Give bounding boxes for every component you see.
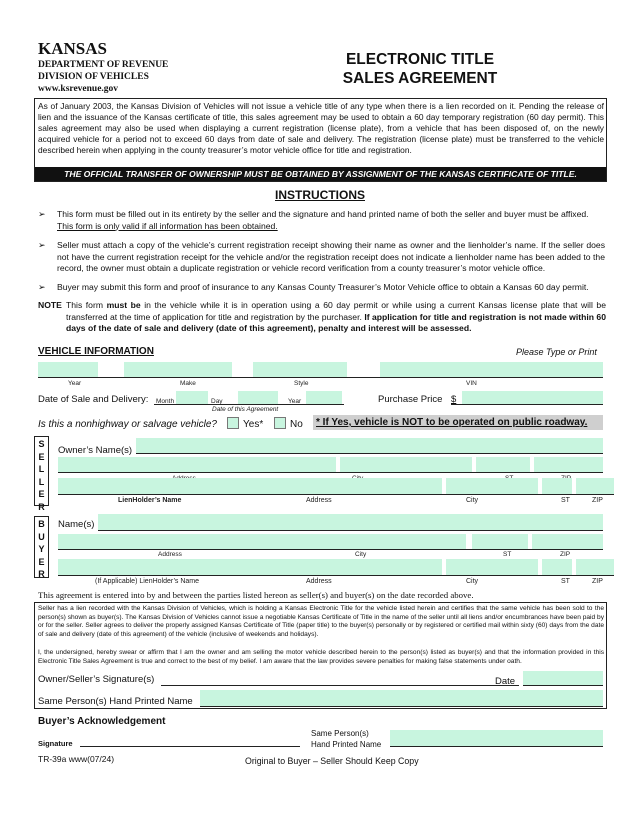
intro-text: As of January 2003, the Kansas Division of Vehicles will not issue a vehicle title of any type when there is a lien recorded on it. Pending the release of lien and the issuance of the Kansas certificate of title, this sales agreement may be used to obtain a 60 day temporary registration (60 day permit). This sales agreement may also be used when displaying a current registration (license plate), from a vehicle that has been disposed of, on the newly acquired vehicle for a period not to exceed 60 days from date of sale and delivery. The registration (license plate) must be transferred to the vehicle described herein when applying in the county treasurer’s motor vehicle office for title and registration.: [38, 101, 604, 155]
salvage-question: Is this a nonhighway or salvage vehicle?: [38, 419, 217, 430]
buyer-address-caption: Address: [158, 551, 182, 558]
buyer-st-caption: ST: [503, 551, 512, 558]
seller-printed-name-label: Same Person(s) Hand Printed Name: [38, 696, 193, 707]
buyer-lien-st-caption: ST: [561, 578, 570, 585]
buyer-lienholder-field[interactable]: [58, 559, 442, 575]
seller-lien-st-field[interactable]: [542, 478, 572, 494]
date-of-agreement-caption: Date of this Agreement: [212, 406, 279, 413]
day-field[interactable]: [238, 391, 278, 405]
buyer-zip-caption: ZIP: [560, 551, 571, 558]
buyer-side-label: B U Y E R: [34, 516, 49, 578]
date-of-sale-label: Date of Sale and Delivery:: [38, 394, 149, 405]
yes-label: Yes*: [243, 419, 264, 430]
owner-name-underline: [136, 453, 603, 454]
buyer-lien-zip-caption: ZIP: [592, 578, 603, 585]
form-title-line1: ELECTRONIC TITLE: [345, 51, 495, 68]
type-or-print-note: Please Type or Print: [516, 347, 597, 357]
copy-distribution: Original to Buyer – Seller Should Keep Copy: [245, 756, 419, 766]
year-date-caption: Year: [288, 398, 302, 405]
seller-address-underline: [58, 472, 603, 473]
no-label: No: [290, 419, 303, 430]
intro-box: [34, 98, 607, 182]
instruction-3: Buyer may submit this form and proof of insurance to any Kansas County Treasurer’s Motor Vehicle office to obtain a Kansas 60 day permit.: [57, 282, 589, 292]
buyer-name-field[interactable]: [98, 514, 603, 530]
buyer-acknowledgement-heading: Buyer’s Acknowledgement: [38, 716, 166, 727]
ownership-banner: THE OFFICIAL TRANSFER OF OWNERSHIP MUST BE OBTAINED BY ASSIGNMENT OF THE KANSAS CERTIFICATE OF TITLE.: [35, 167, 606, 181]
buyer-printed-name-label-line1: Same Person(s): [311, 729, 369, 738]
agreement-statement: This agreement is entered into by and between the parties listed hereon as seller(s) and buyer(s) on the date recorded above.: [38, 590, 474, 600]
website: www.ksrevenue.gov: [38, 84, 119, 94]
buyer-printed-name-field[interactable]: [390, 730, 603, 746]
buyer-city-caption: City: [355, 551, 367, 558]
instructions-heading: INSTRUCTIONS: [275, 188, 365, 202]
buyer-name-label: Name(s): [58, 519, 95, 530]
note-text: This form must be in the vehicle while it is in operation using a 60 day permit or while using a current Kansas license plate that will be transferred at the time of application for title and registration by the purchaser. If application for title and registration is not made within 60 days of the date of sale and delivery (date of this agreement), penalty and interest will be assessed.: [66, 300, 606, 333]
yes-checkbox[interactable]: [227, 417, 239, 429]
buyer-lien-address-caption: Address: [306, 578, 332, 585]
buyer-printed-name-underline: [390, 746, 603, 747]
owner-name-field[interactable]: [136, 438, 603, 453]
seller-side-label: S E L L E R: [34, 436, 49, 506]
agreement-box: [34, 602, 607, 709]
buyer-address-field[interactable]: [58, 534, 466, 549]
buyer-address-underline: [58, 549, 603, 550]
seller-printed-name-field[interactable]: [200, 690, 603, 706]
instruction-1: This form must be filled out in its entirety by the seller and the signature and hand printed name of both the seller and buyer must be affixed. This form is only valid if all information has been obtained.: [57, 209, 605, 232]
style-field[interactable]: [253, 362, 347, 378]
division-name: DIVISION OF VEHICLES: [38, 72, 149, 82]
buyer-signature-line[interactable]: [80, 746, 300, 747]
form-number: TR-39a www(07/24): [38, 754, 115, 764]
seller-lien-address-caption: Address: [306, 497, 332, 504]
seller-city-field[interactable]: [340, 457, 472, 472]
buyer-lien-zip-field[interactable]: [576, 559, 614, 575]
seller-lien-city-caption: City: [466, 497, 479, 504]
buyer-lienholder-caption: (If Applicable) LienHolder’s Name: [95, 578, 200, 585]
instruction-1-validity: This form is only valid if all information has been obtained.: [57, 220, 278, 231]
owner-name-label: Owner’s Name(s): [58, 445, 133, 456]
no-checkbox[interactable]: [274, 417, 286, 429]
department-name: DEPARTMENT OF REVENUE: [38, 60, 169, 70]
buyer-printed-name-label-line2: Hand Printed Name: [311, 740, 382, 749]
buyer-st-field[interactable]: [472, 534, 528, 549]
seller-lien-zip-field[interactable]: [576, 478, 614, 494]
state-name: KANSAS: [38, 39, 107, 58]
seller-printed-name-underline: [200, 706, 603, 707]
sworn-statement-text: I, the undersigned, hereby swear or affirm that I am the owner and am selling the motor vehicle described herein to the person(s) listed as buyer(s) and that the information provided in this Electronic Title Sales Agreement is true and correct to the best of my belief. I am aware that the law provides severe penalties for making false statements under oath.: [38, 649, 604, 665]
instruction-2: Seller must attach a copy of the vehicle’s current registration receipt showing their name as owner and the lienholder’s name. If the seller does not have the current registration receipt for the vehicle and/or the registration receipt does not indicate a lienholder name has been added to the record, the owner must obtain a duplicate registration or vehicle record verification from a county treasurer’s motor vehicle office.: [57, 240, 605, 273]
dollar-sign: $: [451, 394, 457, 405]
year-caption: Year: [68, 380, 82, 387]
seller-lien-zip-caption: ZIP: [592, 497, 603, 504]
vin-caption: VIN: [466, 380, 477, 387]
seller-lienholder-caption: LienHolder’s Name: [118, 497, 182, 504]
signature-date-label: Date: [495, 676, 516, 687]
buyer-lien-st-field[interactable]: [542, 559, 572, 575]
owner-signature-label: Owner/Seller’s Signature(s): [38, 674, 155, 685]
seller-st-field[interactable]: [476, 457, 530, 472]
seller-lien-underline: [58, 494, 614, 495]
bullet-icon: ➢: [38, 240, 46, 250]
vehicle-underline: [38, 377, 603, 378]
owner-signature-line[interactable]: [161, 685, 519, 686]
make-caption: Make: [180, 380, 196, 387]
sale-year-field[interactable]: [306, 391, 342, 405]
bullet-icon: ➢: [38, 282, 46, 292]
lien-certification-text: Seller has a lien recorded with the Kansas Division of Vehicles, which is holding a Kansas Electronic Title for the vehicle listed herein and certifies that the same vehicle has been sold to the person(s) shown as buyer(s). The Kansas Division of Vehicles cannot issue a negotiable Kansas Certificate of Title in the name of the seller until all liens and/or encumbrances have been paid by or for the seller. Seller agrees to deliver the properly assigned Kansas Certificate of Title (paper title) to the buyer(s) personally or by registered or certified mail within sixty (60) days from the date of sale and delivery (date of this agreement) of the vehicle (inclusive of weekends and holidays).: [38, 605, 604, 638]
buyer-signature-label: Signature: [38, 739, 73, 748]
seller-zip-field[interactable]: [534, 457, 603, 472]
signature-date-underline: [523, 685, 603, 686]
purchase-price-field[interactable]: [462, 391, 603, 405]
signature-date-field[interactable]: [523, 671, 603, 685]
buyer-lien-city-field[interactable]: [446, 559, 538, 575]
buyer-lien-city-caption: City: [466, 578, 479, 585]
month-field[interactable]: [176, 391, 208, 405]
date-underline: [154, 404, 344, 405]
make-field[interactable]: [124, 362, 232, 378]
seller-lien-st-caption: ST: [561, 497, 570, 504]
seller-lien-city-field[interactable]: [446, 478, 538, 494]
seller-address-field[interactable]: [58, 457, 336, 472]
buyer-lien-underline: [58, 575, 614, 576]
buyer-zip-field[interactable]: [532, 534, 603, 549]
purchase-price-label: Purchase Price: [378, 394, 443, 405]
price-underline: [451, 404, 603, 405]
day-caption: Day: [211, 398, 223, 405]
year-field[interactable]: [38, 362, 98, 378]
form-title-line2: SALES AGREEMENT: [342, 70, 498, 87]
month-caption: Month: [156, 398, 175, 405]
buyer-name-underline: [98, 530, 603, 531]
vin-field[interactable]: [380, 362, 603, 378]
note-label: NOTE: [38, 300, 62, 310]
seller-lienholder-field[interactable]: [58, 478, 442, 494]
salvage-warning: * If Yes, vehicle is NOT to be operated on public roadway.: [313, 415, 603, 430]
style-caption: Style: [294, 380, 309, 387]
vehicle-info-heading: VEHICLE INFORMATION: [38, 346, 154, 357]
bullet-icon: ➢: [38, 209, 46, 219]
